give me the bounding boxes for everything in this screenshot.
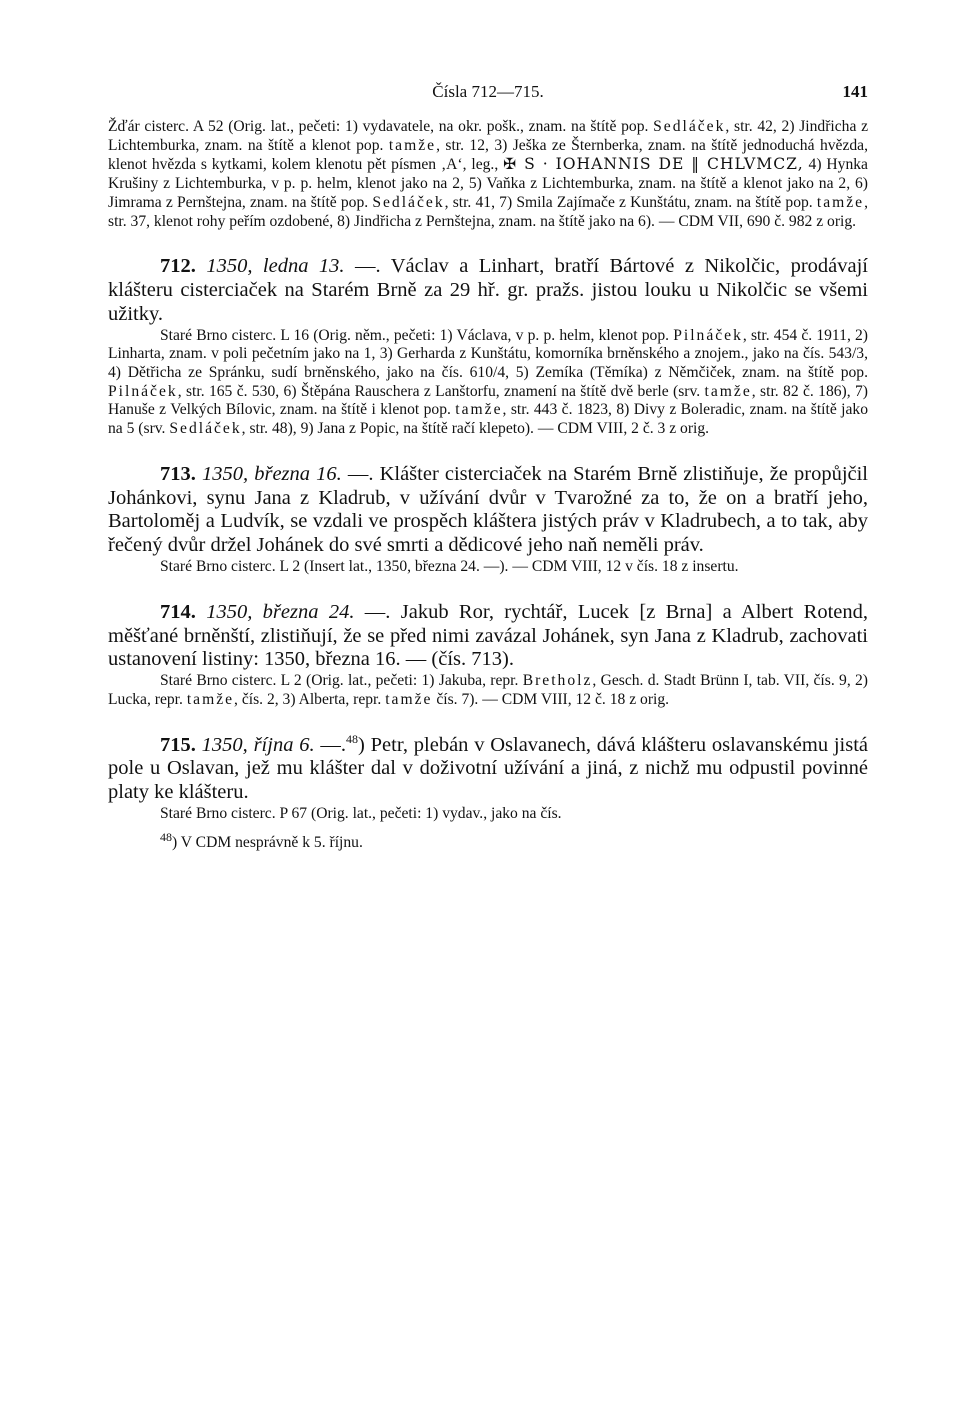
entry-date: 1350, ledna 13. xyxy=(206,255,345,278)
note-text: , str. 82 č. 186), 7) Hanuše z Velkých Bílovic, znam. na štítě i klenot pop. xyxy=(108,382,868,419)
footnote-text: ) V CDM nesprávně k 5. říjnu. xyxy=(172,833,363,851)
entry-date: 1350, března 24. xyxy=(206,600,355,623)
footnote-reference[interactable]: 48 xyxy=(346,731,359,746)
author-name: tamže xyxy=(385,690,433,708)
note-text: , str. 165 č. 530, 6) Štěpána Rauschera z Lanštorfu, znamení na štítě dvě berle (srv. xyxy=(177,382,705,400)
author-name: Pilnáček xyxy=(108,382,178,400)
author-name: tamže xyxy=(455,401,503,419)
entry-note xyxy=(108,805,868,824)
note-text: , Gesch. d. Stadt Brünn I, tab. VII, čís. 9, 2) Lucka, repr. xyxy=(108,672,868,708)
note-text: , str. 443 č. 1823, 8) Divy z Boleradic, znam. na štítě jako na 5 (srv. xyxy=(108,401,868,438)
entry-summary: Jakub Ror, rychtář, Lucek [z Brna] a Albert Rotend, měšťané brněnští, zlistiňují, že se před nimi zavázal Johánek, syn Jana z Kladrub, zachovati ustanovení listiny: 1350, března 16. — (čís. 713). xyxy=(108,600,869,671)
intro-text: , str. 12, 3) Ješka ze Šternberka, znam. na štítě jednoduchá hvězda, klenot hvězda s kytkami, kolem klenotu pět písmen ‚A‘, leg., xyxy=(108,136,868,174)
entry-note xyxy=(108,558,868,577)
entry-note xyxy=(108,327,868,439)
entry-date: 1350, března 16. xyxy=(201,462,342,485)
entry-heading xyxy=(108,601,868,672)
entry-note xyxy=(108,672,868,709)
note-text: Staré Brno cisterc. L 16 (Orig. něm., pečeti: 1) Václava, v p. p. helm, klenot pop. xyxy=(160,326,674,344)
author-name: tamže xyxy=(186,690,235,708)
entry-712 xyxy=(108,255,868,439)
entry-heading xyxy=(108,731,869,805)
entry-number: 714. xyxy=(160,600,196,623)
entry-date: 1350, října 6. xyxy=(201,733,315,756)
note-text: Staré Brno cisterc. L 2 (Insert lat., 1350, března 24. —). — CDM VIII, 12 v čís. 18 z insertu. xyxy=(160,558,739,576)
intro-text: , str. 42, 2) Jindřicha z Lichtemburka, znam. na štítě a klenot pop. xyxy=(108,118,868,154)
note-text: Staré Brno cisterc. L 2 (Orig. lat., pečeti: 1) Jakuba, repr. xyxy=(160,672,523,690)
author-name: tamže xyxy=(704,382,752,400)
entry-summary: Václav a Linhart, bratří Bártové z Nikolčic, prodávají klášteru cisterciaček na Starém Brně za 29 hř. gr. pražs. jistou louku u Nikolčic se všemi užitky. xyxy=(108,255,868,325)
entry-summary: Klášter cisterciaček na Starém Brně zlistiňuje, že propůjčil Johánkovi, synu Jana z Kladrub, v užívání dvůr v Tvarožné za to, že on a bratří jeho, Bartoloměj a Ludvík, se vzdali ve prospěch kláštera jistých práv v Kladrubech, a to tak, aby řečený dvůr držel Johánek do své smrti a dědicové jeho naň neměli práv. xyxy=(108,462,869,557)
author-name: Sedláček xyxy=(372,193,445,211)
intro-text: 4) Hynka Krušiny z Lichtemburka, v p. p. helm, klenot jako na 2, 5) Vaňka z Lichtemburka, znam. na štítě a klenot jako na 2, 6) Jimrama z Pernštejna, znam. na štítě pop. xyxy=(108,156,868,211)
running-title: Čísla 712—715. xyxy=(432,82,544,101)
author-name: tamže xyxy=(816,193,865,211)
footnote xyxy=(108,829,868,853)
page-number: 141 xyxy=(842,82,868,101)
footnote-mark: 48 xyxy=(160,829,172,844)
author-name: Bretholz xyxy=(522,672,593,690)
author-name: Sedláček xyxy=(169,420,242,438)
entry-heading xyxy=(108,463,868,558)
entry-number: 715. xyxy=(160,733,196,756)
entry-dash: —. xyxy=(354,600,391,623)
entry-summary: ) Petr, plebán v Oslavanech, dává klášteru oslavanskému jistá pole u Oslavan, jež mu klášter dal v doživotní užívání a jiná, z nichž mu odpustil povinné platy ke klášteru. xyxy=(108,733,869,804)
author-name: Pilnáček xyxy=(673,326,743,344)
running-header xyxy=(108,82,868,118)
seal-legend: ✠ S · IOHANNIS DE ‖ CHLVMCZ, xyxy=(503,155,804,174)
note-text: , str. 48), 9) Jana z Popic, na štítě račí klepeto). — CDM VIII, 2 č. 3 z orig. xyxy=(241,420,710,438)
entry-dash: —. xyxy=(341,462,374,485)
note-text: , str. 454 č. 1911, 2) Linharta, znam. v poli pečetním jako na 1, 3) Gerharda z Kunštátu, komorníka brněnského a znojem., jako na čís. 543/3, 4) Dětřicha ze Spránku, sudí brněnského, jako na čís. 610/4, 5) Zemíka (Těmíka) z Němčiček, znam. na štítě pop. xyxy=(108,326,869,382)
author-name: tamže xyxy=(388,136,437,154)
entry-number: 712. xyxy=(160,255,196,278)
intro-text: Žďár cisterc. A 52 (Orig. lat., pečeti: 1) vydavatele, na okr. pošk., znam. na štítě pop. xyxy=(108,118,654,135)
note-text: Staré Brno cisterc. P 67 (Orig. lat., pečeti: 1) vydav., jako na čís. xyxy=(160,804,562,822)
entry-heading xyxy=(108,255,868,326)
entry-dash: —. xyxy=(314,733,347,756)
intro-text: , str. 37, klenot rohy peřím ozdobené, 8) Jindřicha z Pernštejna, znam. na štítě jako na 6). — CDM VII, 690 č. 982 z orig. xyxy=(108,193,868,230)
intro-paragraph xyxy=(108,118,868,231)
intro-text: , str. 41, 7) Smila Zajímače z Kunštátu, znam. na štítě pop. xyxy=(444,193,817,211)
entry-number: 713. xyxy=(160,462,196,485)
author-name: Sedláček xyxy=(653,118,726,135)
note-text: , čís. 2, 3) Alberta, repr. xyxy=(234,690,386,708)
entry-713 xyxy=(108,463,868,577)
entry-714 xyxy=(108,601,868,710)
entry-715 xyxy=(108,731,869,824)
note-text: čís. 7). — CDM VIII, 12 č. 18 z orig. xyxy=(432,690,670,708)
entry-dash: —. xyxy=(344,255,381,278)
